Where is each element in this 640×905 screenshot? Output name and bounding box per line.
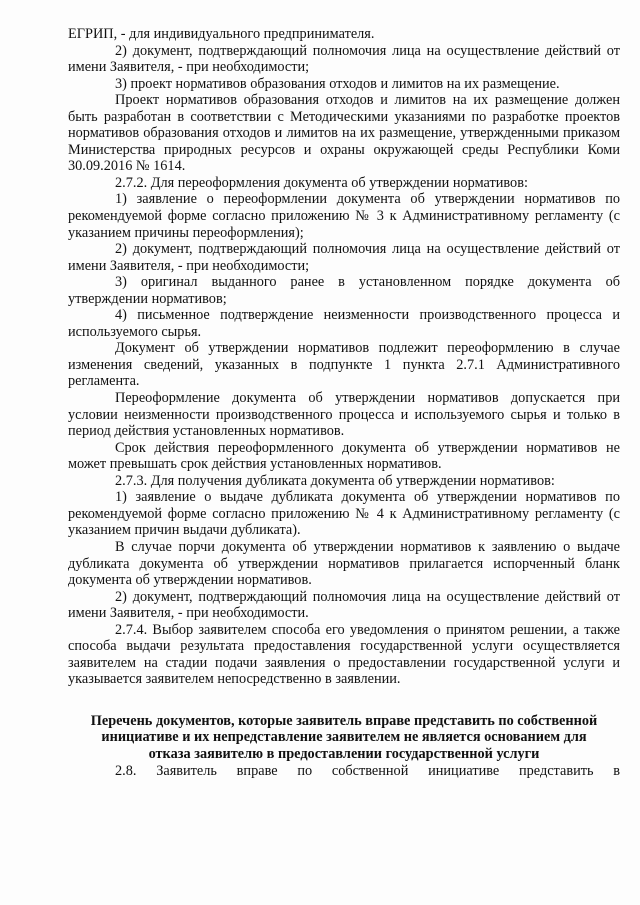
paragraph: 3) оригинал выданного ранее в установленном порядке документа об утверждении нормативов; [68, 274, 620, 307]
paragraph: 2) документ, подтверждающий полномочия лица на осуществление действий от имени Заявителя, - при необходимости. [68, 588, 620, 622]
paragraph: Документ об утверждении нормативов подлежит переоформлению в случае изменения сведений, указанных в подпункте 1 пункта 2.7.1 Административного регламента. [68, 340, 620, 390]
paragraph: Переоформление документа об утверждении нормативов допускается при условии неизменности производственного процесса и используемого сырья и только в период действия установленных нормативов. [68, 390, 620, 440]
paragraph: В случае порчи документа об утверждении нормативов к заявлению о выдаче дубликата документа об утверждении нормативов прилагается испорченный бланк документа об утверждении нормативов. [68, 538, 620, 589]
section-heading-2-7-2: 2.7.2. Для переоформления документа об утверждении нормативов: [115, 174, 528, 191]
paragraph: 3) проект нормативов образования отходов и лимитов на их размещение. [115, 75, 560, 92]
paragraph: 2) документ, подтверждающий полномочия лица на осуществление действий от имени Заявителя, - при необходимости; [68, 42, 620, 76]
paragraph: ЕГРИП, - для индивидуального предпринимателя. [68, 26, 375, 42]
section-title: Перечень документов, которые заявитель вправе представить по собственной инициативе и их непредставление заявителем не является основанием для отказа заявителю в предоставлении государственной услуги [90, 712, 598, 762]
paragraph: 1) заявление о выдаче дубликата документа об утверждении нормативов по рекомендуемой форме согласно приложению № 4 к Административному регламенту (с указанием причин выдачи дубликата). [68, 489, 620, 539]
paragraph: Срок действия переоформленного документа об утверждении нормативов не может превышать срок действия установленных нормативов. [68, 439, 620, 473]
document-body [68, 26, 620, 779]
paragraph: Проект нормативов образования отходов и лимитов на их размещение должен быть разработан в соответствии с Методическими указаниями по разработке проектов нормативов образования отходов и лимитов на их размещение, утвержденными приказом Министерства природных ресурсов и охраны окружающей среды Республики Коми 30.09.2016 № 1614. [68, 92, 620, 175]
section-heading-2-7-3: 2.7.3. Для получения дубликата документа об утверждении нормативов: [115, 472, 555, 489]
paragraph: 4) письменное подтверждение неизменности производственного процесса и используемого сырья. [68, 307, 620, 340]
paragraph: 1) заявление о переоформлении документа об утверждении нормативов по рекомендуемой форме согласно приложению № 3 к Административному регламенту (с указанием причины переоформления); [68, 191, 620, 241]
paragraph-2-8: 2.8. Заявитель вправе по собственной инициативе представить в [115, 762, 620, 779]
paragraph: 2.7.4. Выбор заявителем способа его уведомления о принятом решении, а также способа выдачи результата предоставления государственной услуги осуществляется заявителем на стадии подачи заявления о предоставлении государственной услуги и указывается заявителем непосредственно в заявлении. [68, 621, 620, 688]
paragraph: 2) документ, подтверждающий полномочия лица на осуществление действий от имени Заявителя, - при необходимости; [68, 241, 620, 274]
